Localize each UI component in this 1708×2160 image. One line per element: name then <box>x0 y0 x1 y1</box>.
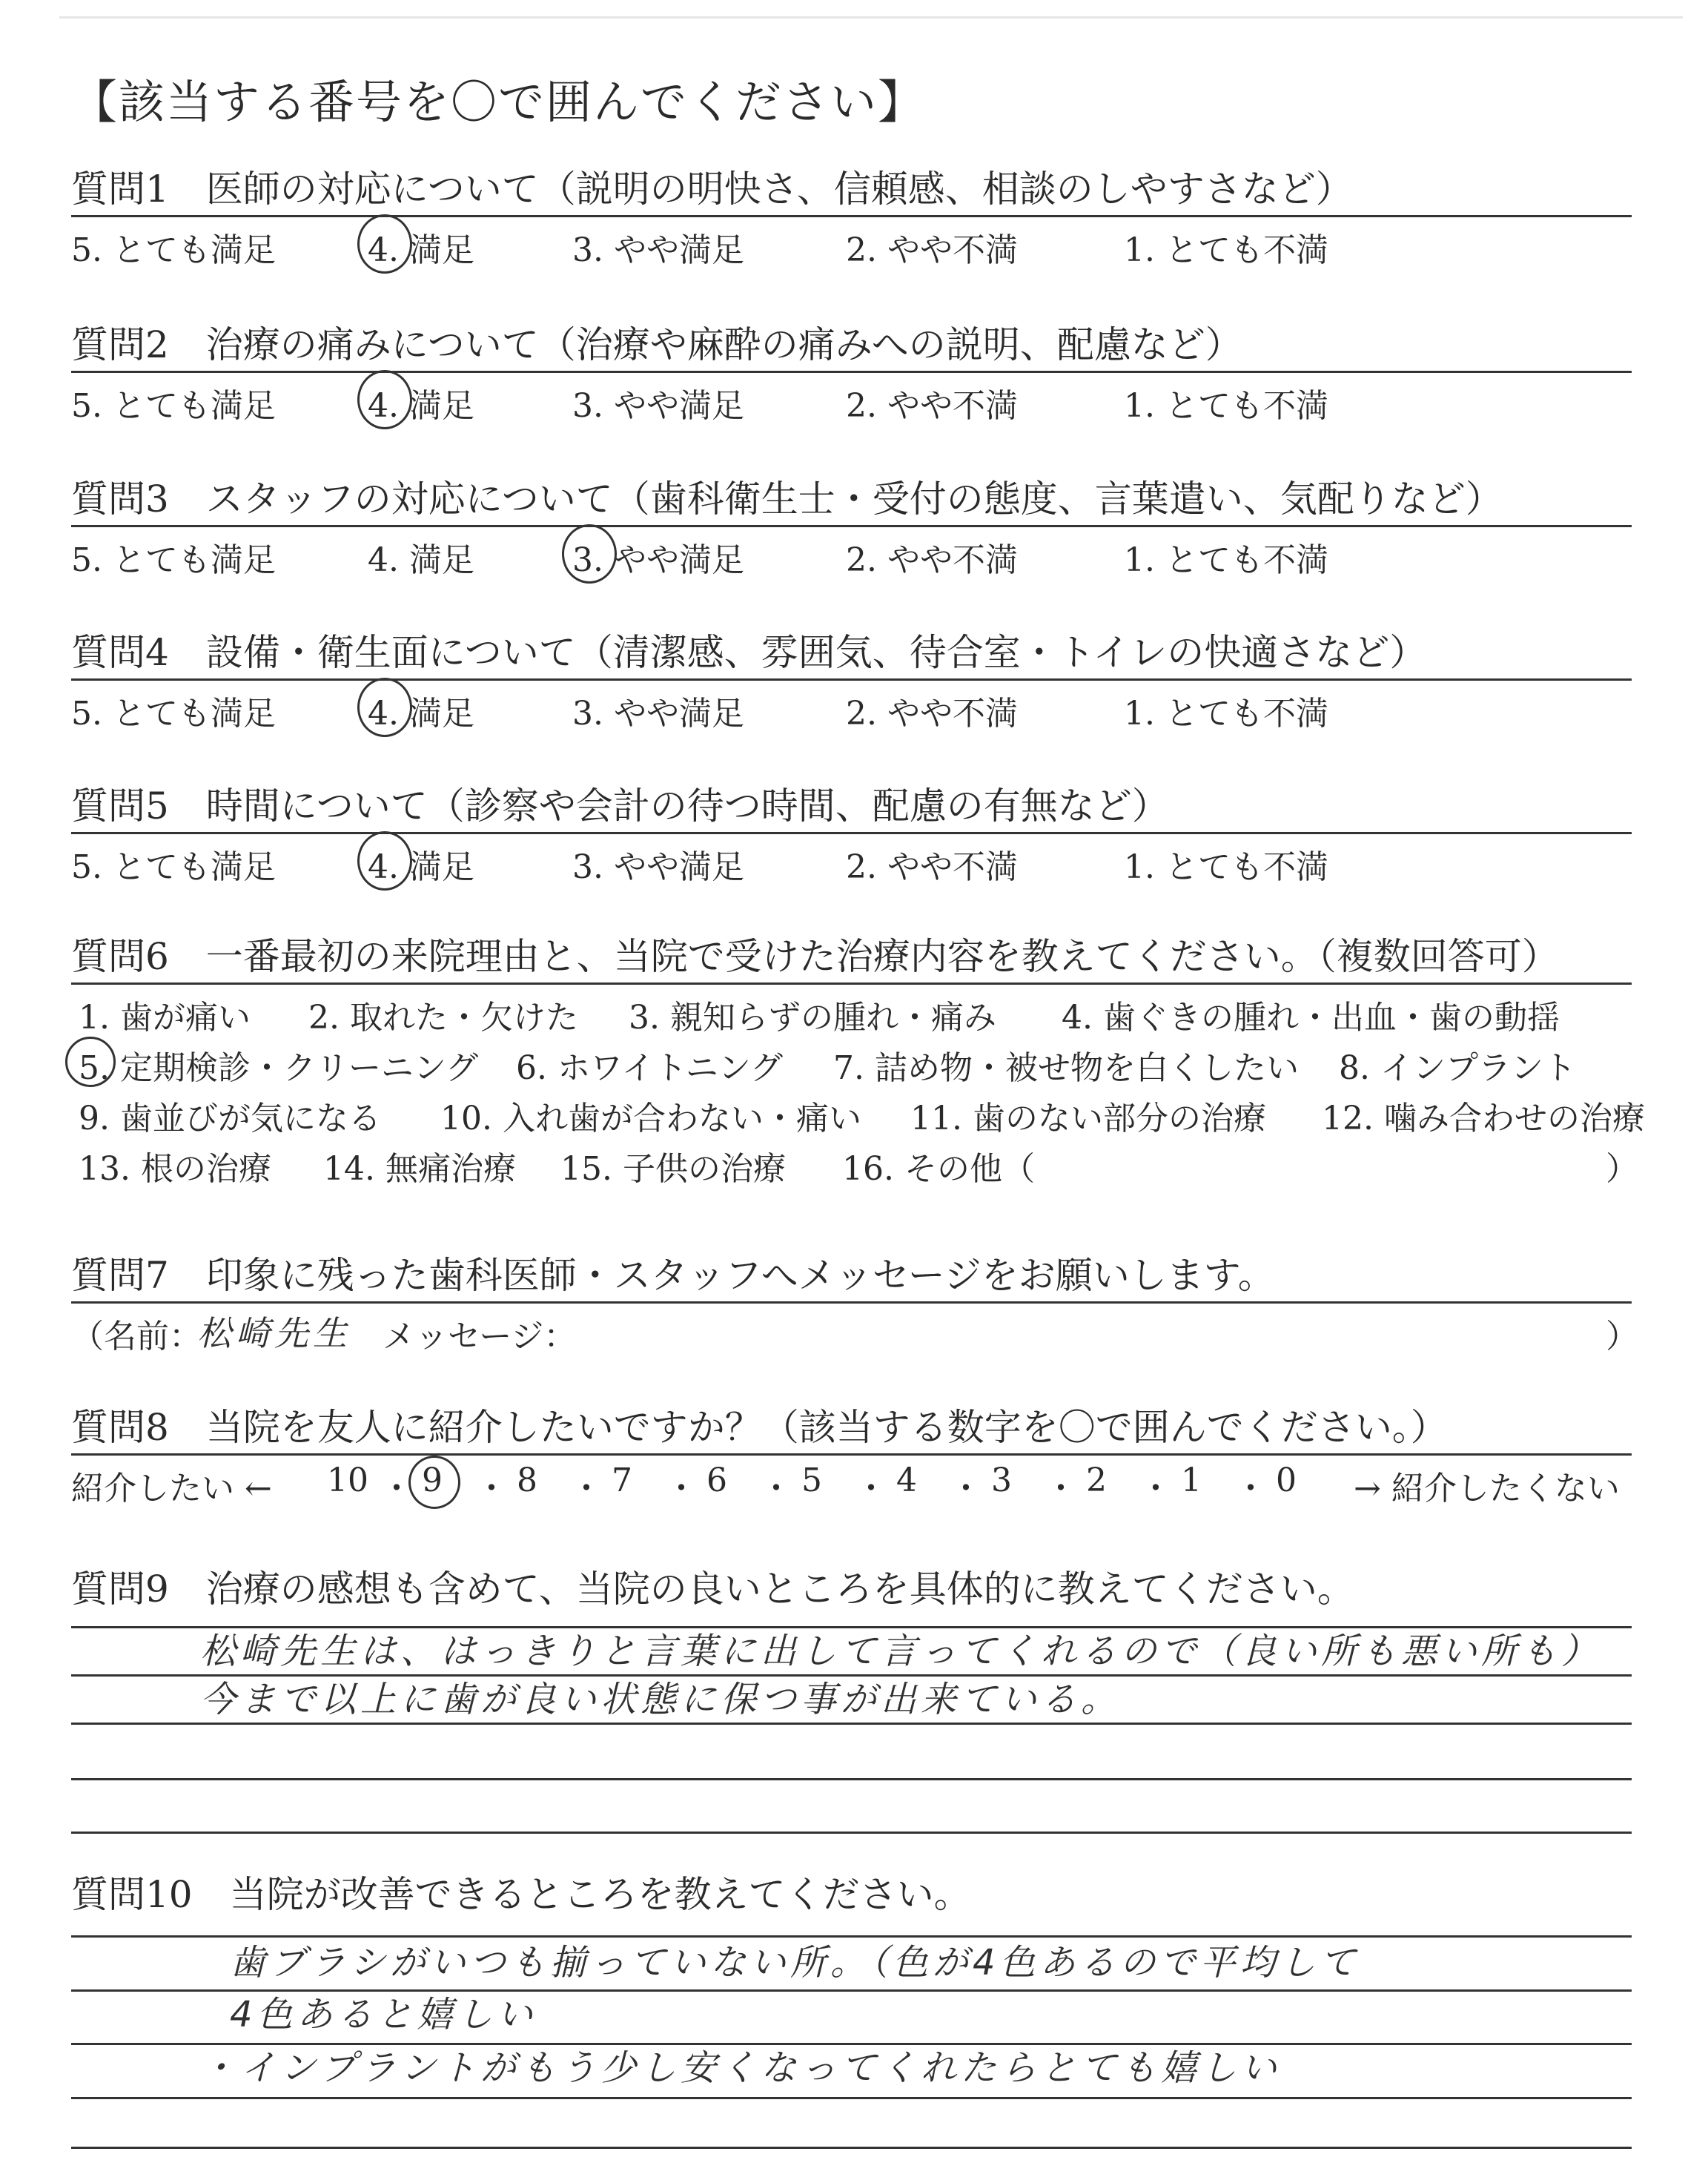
scale-separator: ・ <box>1234 1470 1267 1507</box>
recommend-score[interactable]: 0 <box>1276 1462 1297 1499</box>
answer-line <box>71 1778 1632 1780</box>
q6-option[interactable]: 15. 子供の治療 <box>560 1150 786 1188</box>
scale-separator: ・ <box>475 1470 508 1507</box>
recommend-right-label: → 紹介したくない <box>1354 1470 1620 1507</box>
scale-separator: ・ <box>665 1470 698 1507</box>
question-9 <box>71 1563 1632 1615</box>
q9-answer-line-2: 今まで以上に歯が良い状態に保つ事が出来ている。 <box>200 1679 1122 1720</box>
q10-answer-line-3: ・インプラントがもう少し安くなってくれたらとても嬉しい <box>200 2047 1282 2089</box>
rating-option[interactable]: 2. やや不満 <box>846 695 1018 733</box>
rating-option[interactable]: 4. 満足 <box>368 848 474 886</box>
q10-answer-line-1: 歯ブラシがいつも揃っていない所。（色が4色あるので平均して <box>230 1942 1360 1984</box>
question-5 <box>71 780 1632 886</box>
q6-option[interactable]: 1. 歯が痛い <box>79 999 251 1037</box>
question-5-title: 質問5 時間について（診察や会計の待つ時間、配慮の有無など） <box>71 785 1169 828</box>
q6-option[interactable]: 13. 根の治療 <box>79 1150 271 1188</box>
question-2 <box>71 319 1632 425</box>
rating-option[interactable]: 1. とても不満 <box>1124 387 1328 425</box>
rating-option[interactable]: 4. 満足 <box>368 231 474 269</box>
close-paren: ） <box>1606 1150 1638 1188</box>
question-3-title: 質問3 スタッフの対応について（歯科衛生士・受付の態度、言葉遣い、気配りなど） <box>71 478 1503 521</box>
q6-option[interactable]: 6. ホワイトニング <box>516 1049 784 1087</box>
doctor-name-handwritten: 松崎先生 <box>197 1313 351 1353</box>
q6-option-row <box>71 1136 1638 1188</box>
recommend-left-label: 紹介したい ← <box>71 1470 272 1507</box>
rating-option[interactable]: 1. とても不満 <box>1124 231 1328 269</box>
question-1-title: 質問1 医師の対応について（説明の明快さ、信頼感、相談のしやすさなど） <box>71 168 1353 211</box>
recommend-score[interactable]: 8 <box>517 1462 537 1499</box>
rating-option[interactable]: 2. やや不満 <box>846 387 1018 425</box>
scale-separator: ・ <box>950 1470 982 1507</box>
rating-option[interactable]: 3. やや満足 <box>572 848 744 886</box>
recommend-score[interactable]: 6 <box>706 1462 727 1499</box>
scale-separator: ・ <box>1139 1470 1172 1507</box>
rating-option[interactable]: 3. やや満足 <box>572 231 744 269</box>
q6-option[interactable]: 14. 無痛治療 <box>323 1150 516 1188</box>
rating-option[interactable]: 1. とても不満 <box>1124 848 1328 886</box>
page-heading: 【該当する番号を〇で囲んでください】 <box>71 75 926 129</box>
rating-option[interactable]: 1. とても不満 <box>1124 541 1328 579</box>
q6-option[interactable]: 4. 歯ぐきの腫れ・出血・歯の動揺 <box>1062 999 1560 1037</box>
question-10-title: 質問10 当院が改善できるところを教えてください。 <box>71 1873 971 1916</box>
question-7 <box>71 1249 1638 1355</box>
q6-option[interactable]: 12. 噛み合わせの治療 <box>1322 1100 1645 1137</box>
recommend-score[interactable]: 4 <box>896 1462 917 1499</box>
answer-line <box>71 1832 1632 1834</box>
answer-line <box>71 1723 1632 1725</box>
question-10 <box>71 1869 1632 1920</box>
q10-answer-line-2: 4色あると嬉しい <box>230 1994 537 2035</box>
rating-option[interactable]: 2. やや不満 <box>846 848 1018 886</box>
recommend-score[interactable]: 5 <box>801 1462 822 1499</box>
rating-option[interactable]: 3. やや満足 <box>572 541 744 579</box>
answer-line <box>71 2097 1632 2099</box>
question-8-title: 質問8 当院を友人に紹介したいですか？（該当する数字を〇で囲んでください。） <box>71 1406 1448 1449</box>
question-8 <box>71 1401 1632 1507</box>
recommend-score[interactable]: 7 <box>612 1462 632 1499</box>
rating-option[interactable]: 3. やや満足 <box>572 695 744 733</box>
question-6-options <box>71 985 1645 1188</box>
scale-separator: ・ <box>570 1470 603 1507</box>
question-1 <box>71 163 1632 269</box>
rating-option[interactable]: 5. とても満足 <box>71 231 276 269</box>
rating-option[interactable]: 5. とても満足 <box>71 695 276 733</box>
q6-option[interactable]: 7. 詰め物・被せ物を白くしたい <box>833 1049 1299 1087</box>
question-2-title: 質問2 治療の痛みについて（治療や麻酔の痛みへの説明、配慮など） <box>71 323 1242 366</box>
rating-option[interactable]: 3. やや満足 <box>572 387 744 425</box>
rating-option[interactable]: 2. やや不満 <box>846 541 1018 579</box>
q6-option[interactable]: 9. 歯並びが気になる <box>79 1100 381 1137</box>
q6-option-row <box>71 1086 1645 1137</box>
question-6-title: 質問6 一番最初の来院理由と、当院で受けた治療内容を教えてください。（複数回答可） <box>71 935 1559 978</box>
rating-option[interactable]: 4. 満足 <box>368 541 474 579</box>
q6-option[interactable]: 3. 親知らずの腫れ・痛み <box>629 999 996 1037</box>
rating-option[interactable]: 4. 満足 <box>368 387 474 425</box>
q6-option[interactable]: 11. 歯のない部分の治療 <box>910 1100 1266 1137</box>
rating-option[interactable]: 4. 満足 <box>368 695 474 733</box>
q6-option[interactable]: 2. 取れた・欠けた <box>308 999 578 1037</box>
rating-option[interactable]: 2. やや不満 <box>846 231 1018 269</box>
question-9-title: 質問9 治療の感想も含めて、当院の良いところを具体的に教えてください。 <box>71 1568 1354 1611</box>
scale-separator: ・ <box>760 1470 792 1507</box>
answer-line <box>71 2147 1632 2149</box>
top-border <box>59 16 1683 19</box>
q6-option[interactable]: 8. インプラント <box>1339 1049 1576 1087</box>
q6-option[interactable]: 16. その他（ <box>842 1150 1035 1188</box>
question-7-title: 質問7 印象に残った歯科医師・スタッフへメッセージをお願いします。 <box>71 1254 1275 1297</box>
recommend-score[interactable]: 3 <box>991 1462 1012 1499</box>
q9-answer-line-1: 松崎先生は、はっきりと言葉に出して言ってくれるので（良い所も悪い所も） <box>200 1631 1602 1672</box>
recommend-score[interactable]: 1 <box>1181 1462 1202 1499</box>
name-label: （名前： <box>71 1318 202 1355</box>
question-6 <box>71 931 1645 1188</box>
question-4-title: 質問4 設備・衛生面について（清潔感、雰囲気、待合室・トイレの快適さなど） <box>71 631 1427 674</box>
q6-option[interactable]: 5. 定期検診・クリーニング <box>79 1049 479 1087</box>
q6-option-row <box>71 1035 1632 1086</box>
rating-option[interactable]: 5. とても満足 <box>71 848 276 886</box>
rating-option[interactable]: 5. とても満足 <box>71 387 276 425</box>
scale-separator: ・ <box>855 1470 887 1507</box>
rating-option[interactable]: 1. とても不満 <box>1124 695 1328 733</box>
scale-separator: ・ <box>380 1470 413 1507</box>
question-3 <box>71 473 1632 579</box>
message-label: メッセージ： <box>383 1318 577 1355</box>
rating-option[interactable]: 5. とても満足 <box>71 541 276 579</box>
recommend-score[interactable]: 10 <box>327 1462 368 1499</box>
question-4 <box>71 627 1632 733</box>
recommend-score[interactable]: 9 <box>422 1462 443 1499</box>
q6-option[interactable]: 10. 入れ歯が合わない・痛い <box>440 1100 861 1137</box>
q6-option-row <box>71 985 1632 1035</box>
recommend-score[interactable]: 2 <box>1086 1462 1107 1499</box>
close-paren: ） <box>1606 1318 1638 1355</box>
scale-separator: ・ <box>1045 1470 1077 1507</box>
